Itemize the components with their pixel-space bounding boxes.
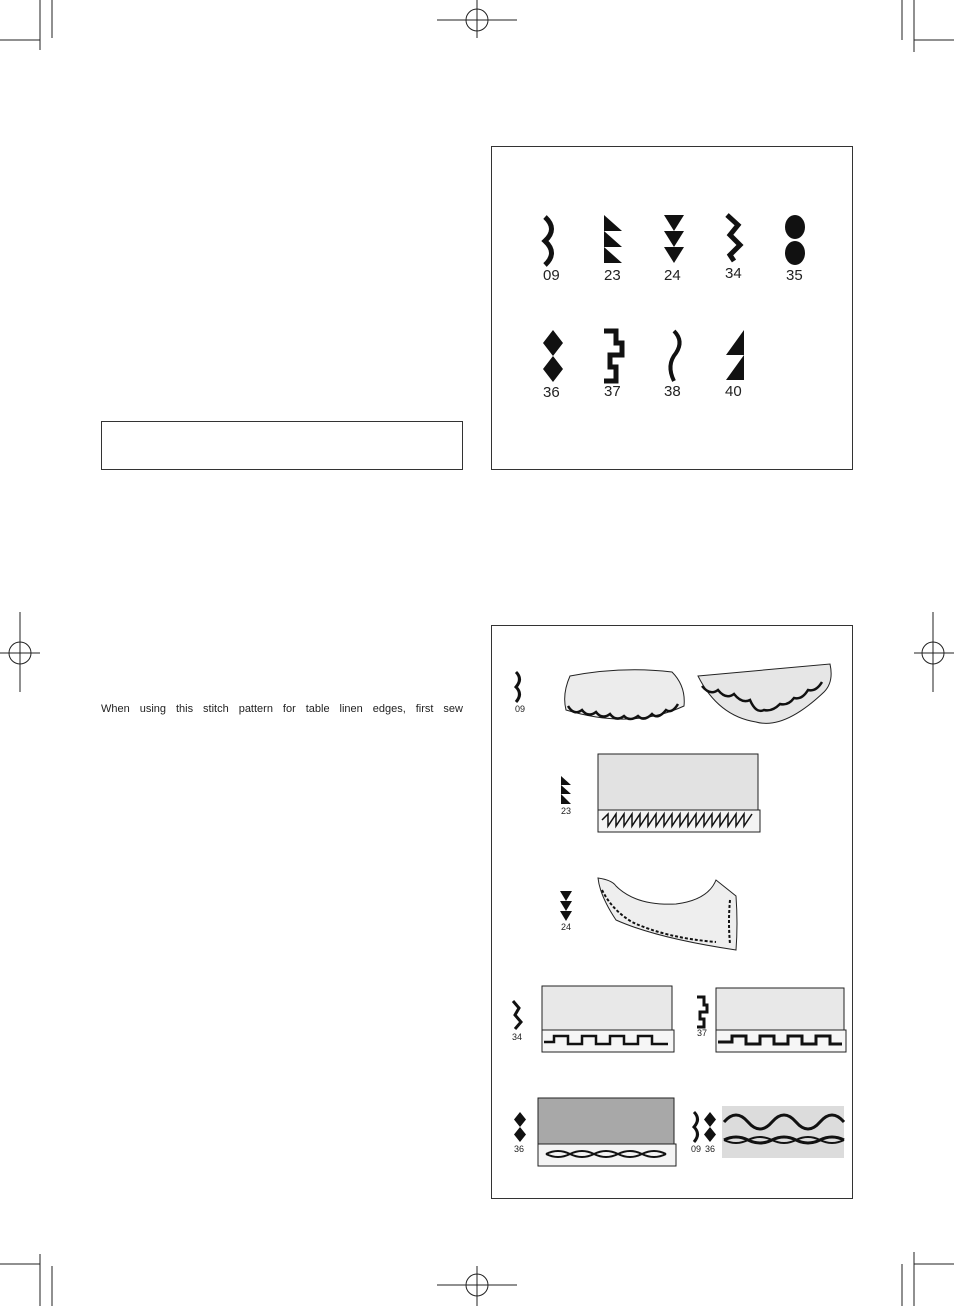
stitch-36-combo-icon — [704, 1112, 716, 1142]
pattern-label: 38 — [664, 383, 681, 400]
hem-34-illustration — [540, 982, 676, 1054]
stitch-34-icon — [724, 215, 744, 261]
sample-label: 24 — [561, 922, 572, 932]
pattern-label: 24 — [664, 267, 681, 284]
sample-label: 09 — [515, 704, 526, 714]
stitch-38-icon — [664, 331, 684, 381]
body-text: When using this stitch pattern for table linen edges, first sew — [101, 703, 463, 715]
stitch-35-icon — [784, 213, 806, 267]
pattern-label: 35 — [786, 267, 803, 284]
sample-label: 37 — [697, 1028, 708, 1038]
pattern-label: 23 — [604, 267, 621, 284]
stitch-pattern-panel — [491, 146, 853, 470]
stitch-09-icon — [542, 217, 562, 265]
pattern-label: 09 — [543, 267, 560, 284]
pattern-label: 40 — [725, 383, 742, 400]
hem-36-illustration — [536, 1096, 678, 1168]
stitch-24-icon — [664, 215, 684, 263]
pattern-label: 34 — [725, 265, 742, 282]
hem-37-illustration — [714, 982, 848, 1054]
stitch-09-small-icon — [514, 672, 524, 702]
stitch-23-small-icon — [560, 776, 572, 804]
note-box — [101, 421, 463, 470]
stitch-24-small-icon — [560, 891, 572, 921]
stitch-37-icon — [602, 331, 624, 381]
sample-label: 34 — [512, 1032, 523, 1042]
stitch-36-small-icon — [514, 1112, 526, 1142]
sample-label: 23 — [561, 806, 572, 816]
neckline-illustration — [596, 876, 746, 952]
sample-panel — [491, 625, 853, 1199]
napkin-illustration — [694, 660, 836, 730]
stitch-37-small-icon — [696, 997, 708, 1027]
pattern-label: 36 — [543, 384, 560, 401]
sample-label: 09 — [691, 1144, 702, 1154]
hem-23-illustration — [596, 754, 762, 834]
stitch-09-combo-icon — [692, 1112, 702, 1142]
stitch-23-icon — [602, 215, 624, 263]
sample-label: 36 — [514, 1144, 525, 1154]
sample-label: 36 — [705, 1144, 716, 1154]
stitch-36-icon — [542, 330, 564, 382]
stitch-40-icon — [724, 330, 746, 380]
pattern-label: 37 — [604, 383, 621, 400]
combo-fabric-illustration — [722, 1106, 846, 1160]
stitch-34-small-icon — [512, 1001, 522, 1031]
collar-illustration — [562, 666, 692, 732]
